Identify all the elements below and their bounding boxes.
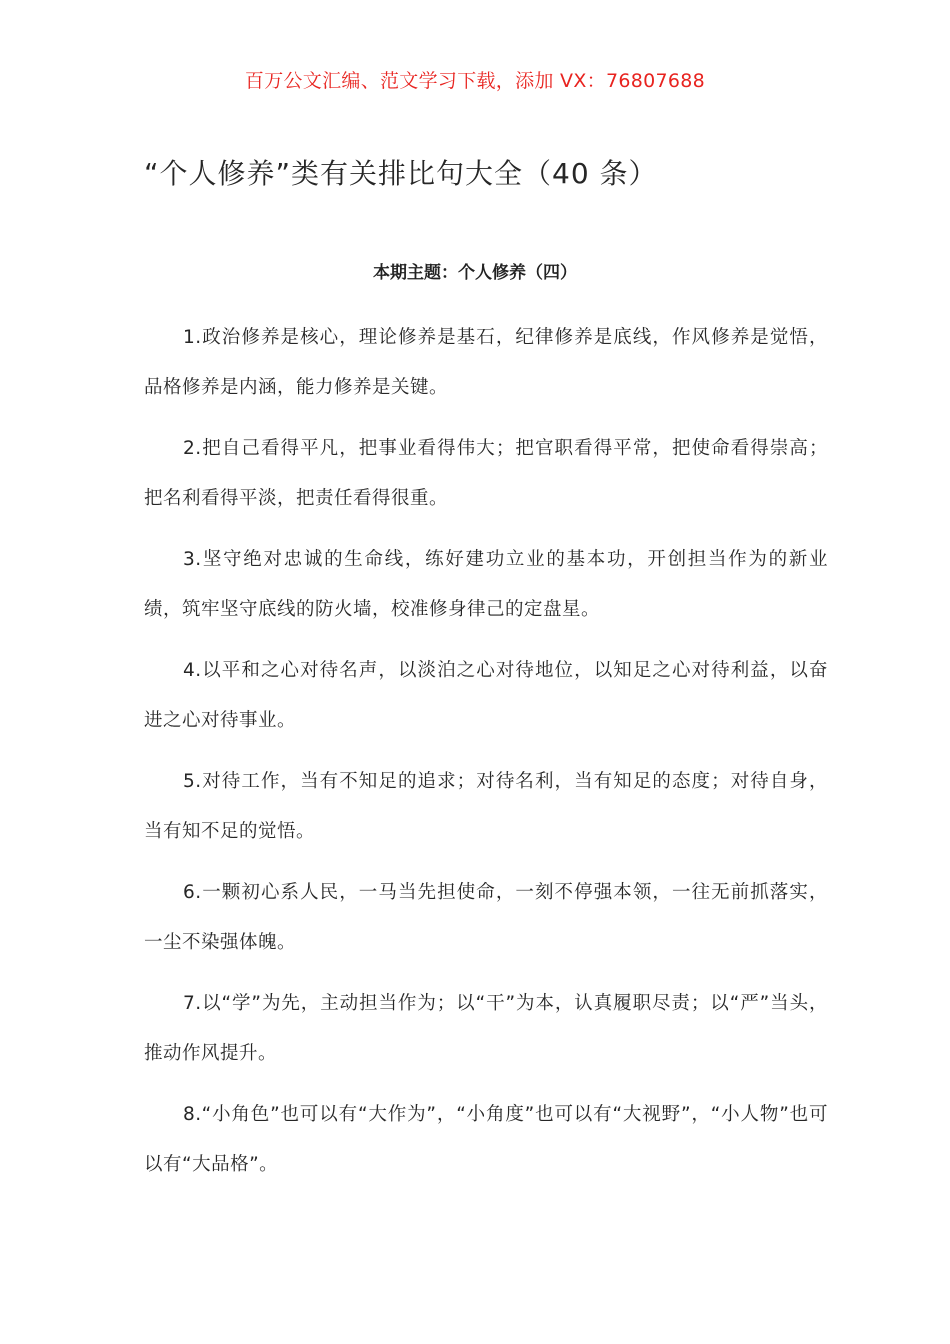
issue-theme-subtitle: 本期主题：个人修养（四）: [373, 263, 577, 283]
list-item: 2.把自己看得平凡，把事业看得伟大；把官职看得平常，把使命看得崇高；把名利看得平淡，把责任看得很重。: [144, 438, 828, 509]
list-item: 5.对待工作，当有不知足的追求；对待名利，当有知足的态度；对待自身，当有知不足的觉悟。: [144, 771, 828, 842]
list-item: 7.以“学”为先，主动担当作为；以“干”为本，认真履职尽责；以“严”当头，推动作风提升。: [144, 993, 828, 1064]
list-item: 4.以平和之心对待名声，以淡泊之心对待地位，以知足之心对待利益，以奋进之心对待事业。: [144, 660, 828, 731]
list-item: 1.政治修养是核心，理论修养是基石，纪律修养是底线，作风修养是觉悟，品格修养是内涵，能力修养是关键。: [144, 327, 828, 398]
list-item: 3.坚守绝对忠诚的生命线，练好建功立业的基本功，开创担当作为的新业绩，筑牢坚守底线的防火墙，校准修身律己的定盘星。: [144, 549, 828, 620]
header-banner: 百万公文汇编、范文学习下载，添加 VX：76807688: [244, 70, 706, 92]
document-title: “个人修养”类有关排比句大全（40 条）: [144, 157, 658, 190]
list-item: 6.一颗初心系人民，一马当先担使命，一刻不停强本领，一往无前抓落实，一尘不染强体魄。: [144, 882, 828, 953]
list-item: 8.“小角色”也可以有“大作为”，“小角度”也可以有“大视野”，“小人物”也可以有“大品格”。: [144, 1104, 828, 1175]
sentence-list: [144, 313, 828, 1201]
